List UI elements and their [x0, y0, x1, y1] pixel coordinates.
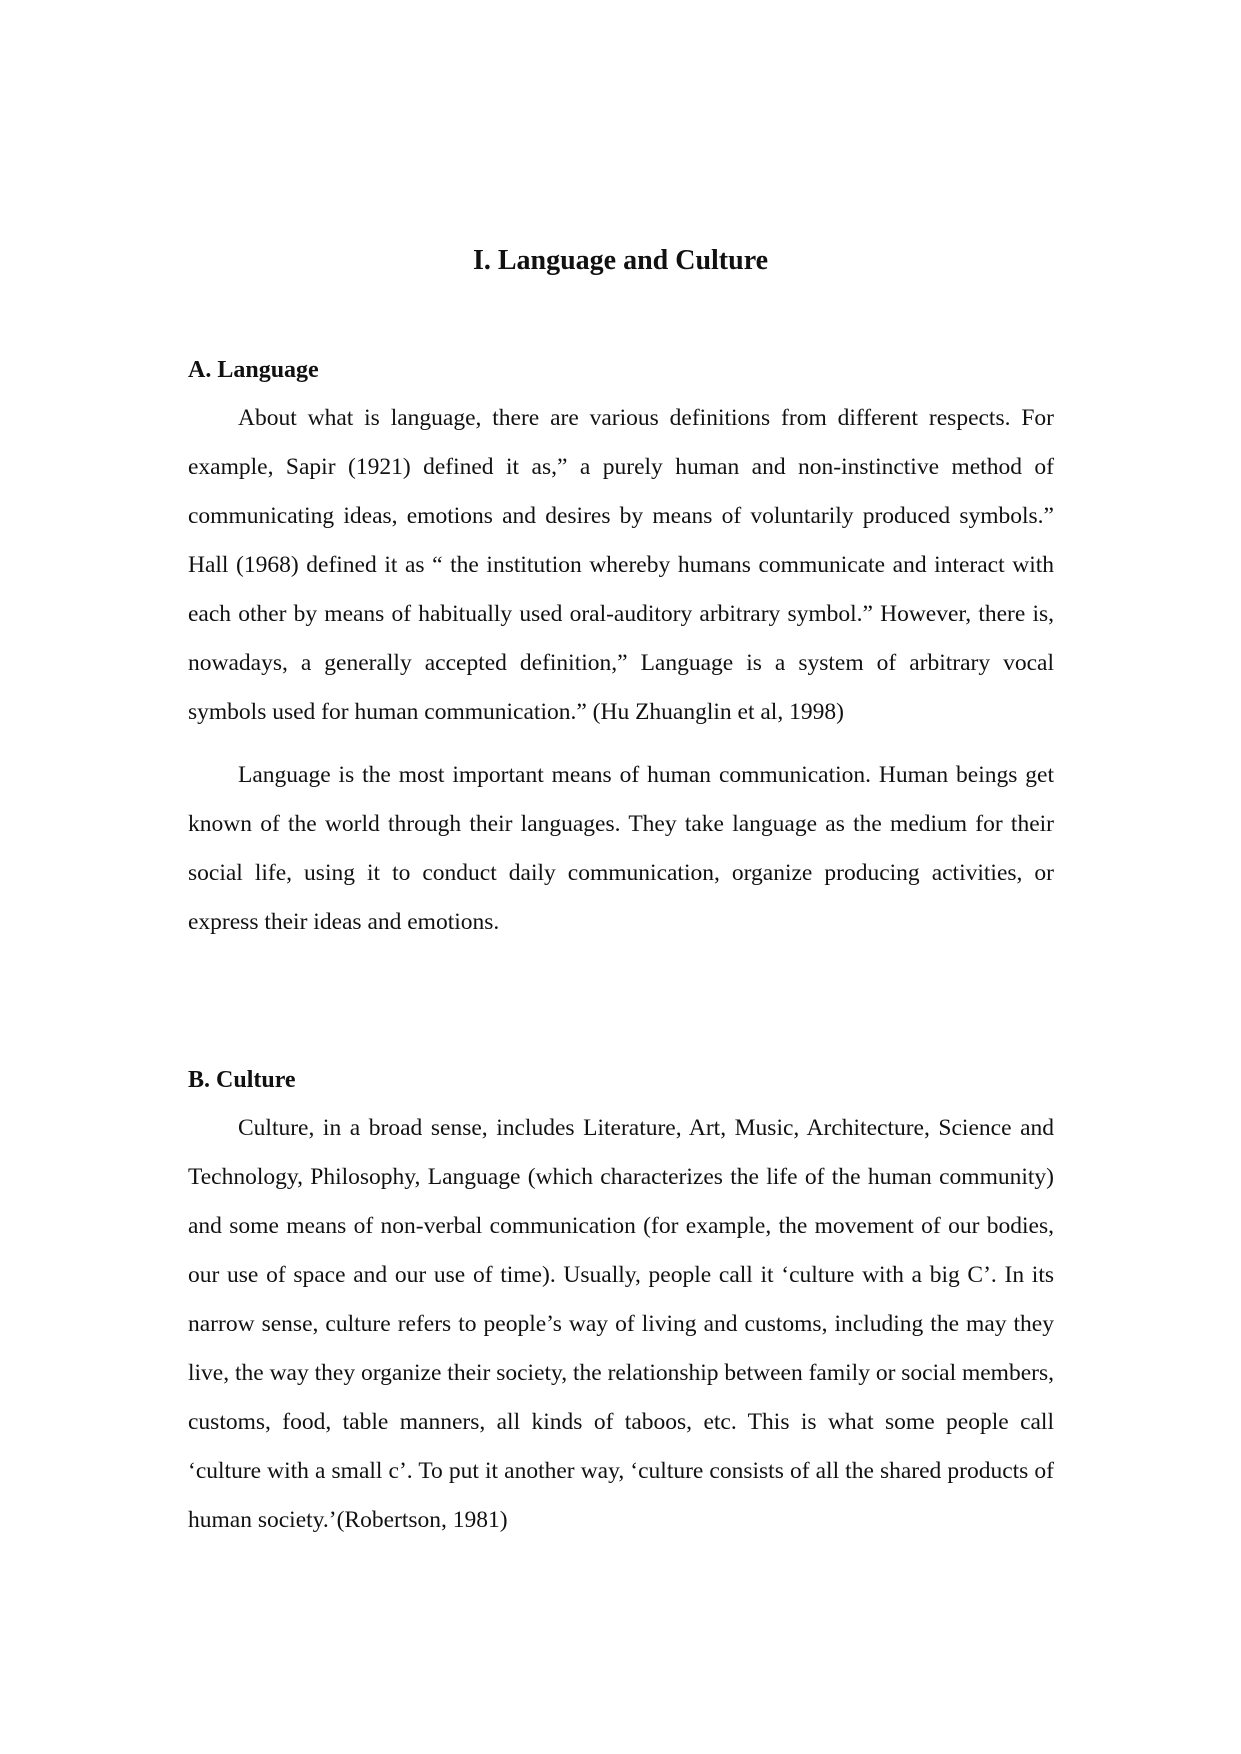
paragraph-language-definitions: About what is language, there are various definitions from different respects. For example, Sapir (1921) defined it as,” a purely human and non-instinctive method of communicating ideas, emotions and desires by means of voluntarily produced symbols.” Hall (1968) defined it as “ the institution whereby humans communicate and interact with each other by means of habitually used oral-auditory arbitrary symbol.” However, there is, nowadays, a generally accepted definition,” Language is a system of arbitrary vocal symbols used for human communication.” (Hu Zhuanglin et al, 1998) [188, 405, 1054, 725]
section-language [188, 352, 1054, 947]
paragraph-culture-definition: Culture, in a broad sense, includes Literature, Art, Music, Architecture, Science and Technology, Philosophy, Language (which characterizes the life of the human community) and some means of non-verbal communication (for example, the movement of our bodies, our use of space and our use of time). Usually, people call it ‘culture with a big C’. In its narrow sense, culture refers to people’s way of living and customs, including the may they live, the way they organize their society, the relationship between family or social members, customs, food, table manners, all kinds of taboos, etc. This is what some people call ‘culture with a small c’. To put it another way, ‘culture consists of all the shared products of human society.’(Robertson, 1981) [188, 1115, 1054, 1533]
chapter-title: I. Language and Culture [472, 245, 769, 276]
section-heading-culture: B. Culture [188, 1067, 296, 1093]
paragraph-language-communication: Language is the most important means of human communication. Human beings get known of the world through their languages. They take language as the medium for their social life, using it to conduct daily communication, organize producing activities, or express their ideas and emotions. [188, 762, 1054, 935]
section-heading-language: A. Language [188, 357, 319, 383]
section-culture [188, 1062, 1054, 1545]
